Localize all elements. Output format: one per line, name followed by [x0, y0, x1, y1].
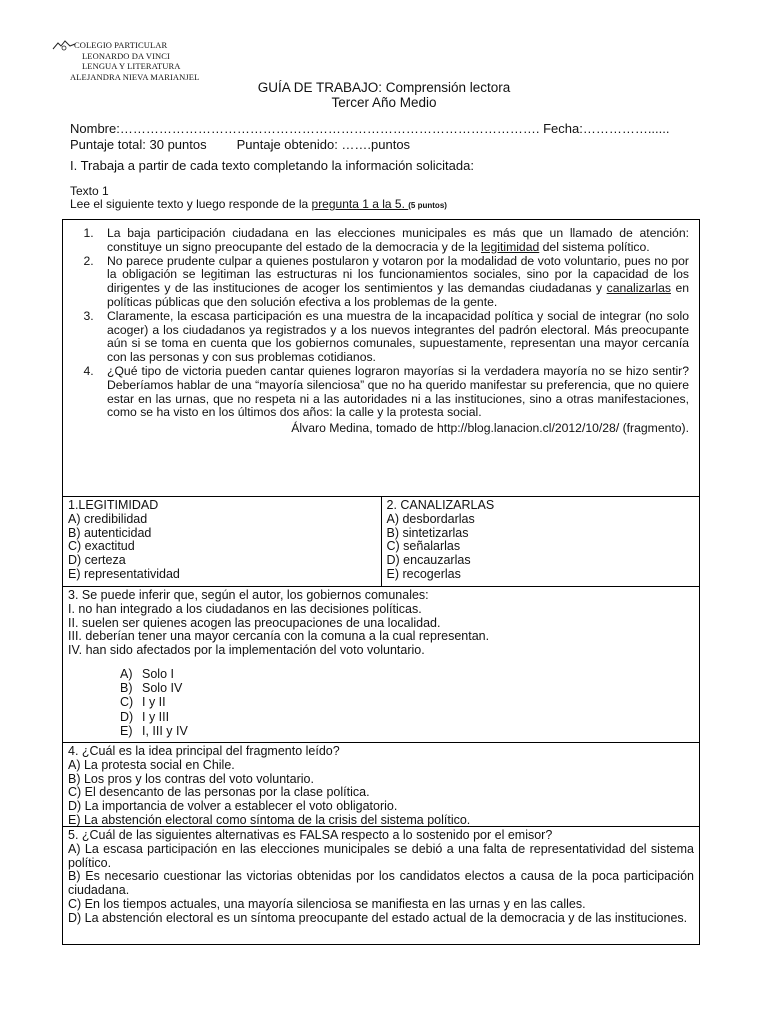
- q3-option-d[interactable]: D) I y III: [120, 709, 170, 724]
- keyword-legitimidad: legitimidad: [481, 239, 540, 254]
- question-2: [381, 497, 700, 586]
- points-label: (5 puntos): [408, 201, 447, 210]
- q5-option-b[interactable]: B) Es necesario cuestionar las victorias obtenidas por los candidatos electos a causa de la poca participación ciudadana.: [68, 869, 694, 898]
- q3-statement-3: III. deberían tener una mayor cercanía con la comuna a la cual representan.: [68, 629, 490, 644]
- q4-option-c[interactable]: C) El desencanto de las personas por la clase política.: [68, 785, 370, 800]
- q4-option-e[interactable]: E) La abstención electoral como síntoma de la crisis del sistema político.: [68, 812, 471, 827]
- q1-option-d[interactable]: D) certeza: [68, 553, 126, 568]
- q5-option-d[interactable]: D) La abstención electoral es un síntoma preocupante del estado actual de la democracia y de las instituciones.: [68, 910, 688, 925]
- paragraph-1: 1. La baja participación ciudadana en las elecciones municipales es más que un llamado de atención: constituye un signo preocupante del estado de la democracia y de la legitimidad del sistema político.: [97, 227, 689, 255]
- text-source: Álvaro Medina, tomado de http://blog.lanacion.cl/2012/10/28/ (fragmento).: [291, 421, 689, 436]
- question-3: [62, 586, 700, 743]
- q2-option-b[interactable]: B) sintetizarlas: [386, 525, 469, 540]
- q1-option-a[interactable]: A) credibilidad: [68, 511, 148, 526]
- question-range: pregunta 1 a la 5.: [311, 197, 409, 211]
- q3-option-e[interactable]: E) I, III y IV: [120, 723, 188, 738]
- paragraph-4: 4. ¿Qué tipo de victoria pueden cantar quienes lograron mayorías si la verdadera mayoría no se hizo sentir? Deberíamos hablar de una “mayoría silenciosa” que no ha querido manifestar su preferencia, que no quiere estar en las urnas, que no respeta ni a las autoridades ni a las instituciones, sino a otras manifestaciones, como se ha visto en los últimos dos años: la calle y la protesta social.: [97, 365, 689, 420]
- q4-option-b[interactable]: B) Los pros y los contras del voto voluntario.: [68, 771, 314, 786]
- question-4-stem: 4. ¿Cuál es la idea principal del fragmento leído?: [68, 744, 340, 758]
- q4-option-d[interactable]: D) La importancia de volver a establecer el voto obligatorio.: [68, 799, 398, 814]
- reading-text-box: [62, 219, 700, 497]
- question-4: [62, 742, 700, 827]
- q1-option-b[interactable]: B) autenticidad: [68, 525, 152, 540]
- q3-statement-4: IV. han sido afectados por la implementación del voto voluntario.: [68, 643, 425, 658]
- subject-name: LENGUA Y LITERATURA: [82, 61, 181, 71]
- worksheet-title: GUÍA DE TRABAJO: Comprensión lectora: [257, 80, 511, 95]
- q2-option-d[interactable]: D) encauzarlas: [386, 553, 471, 568]
- total-score: Puntaje total: 30 puntos: [70, 137, 207, 152]
- reading-instruction: Lee el siguiente texto y luego responde de la pregunta 1 a la 5. (5 puntos): [70, 197, 447, 211]
- q5-option-c[interactable]: C) En los tiempos actuales, una mayoría silenciosa se manifiesta en las urnas y en las calles.: [68, 896, 586, 911]
- q3-option-a[interactable]: A) Solo I: [120, 666, 174, 681]
- q3-statement-1: I. no han integrado a los ciudadanos en las decisiones políticas.: [68, 601, 422, 616]
- q3-option-c[interactable]: C) I y II: [120, 695, 166, 710]
- question-2-title: 2. CANALIZARLAS: [386, 498, 495, 512]
- name-date-field[interactable]: Nombre:……………………………………………………………………………………. Fecha:……………......: [70, 121, 670, 136]
- question-1: [63, 497, 381, 586]
- question-3-stem: 3. Se puede inferir que, según el autor, los gobiernos comunales:: [68, 588, 429, 602]
- q1-option-e[interactable]: E) representatividad: [68, 566, 180, 581]
- q3-options: [120, 667, 694, 738]
- question-5-stem: 5. ¿Cuál de las siguientes alternativas es FALSA respecto a lo sostenido por el emisor?: [68, 828, 553, 842]
- teacher-name: ALEJANDRA NIEVA MARIANJEL: [70, 71, 200, 82]
- score-line: [70, 137, 410, 152]
- q4-option-a[interactable]: A) La protesta social en Chile.: [68, 757, 235, 772]
- q2-option-e[interactable]: E) recogerlas: [386, 566, 461, 581]
- keyword-canalizarlas: canalizarlas: [606, 281, 671, 296]
- question-5: [62, 826, 700, 945]
- paragraph-3: 3. Claramente, la escasa participación es una muestra de la incapacidad política y social de integrar (no solo acoger) a los ciudadanos ya registrados y a los nuevos integrantes del padrón electoral. Más preocupante aún si se toma en cuenta que los gobiernos comunales, supuestamente, representan una mayor cercanía con las personas y con sus problemas cotidianos.: [97, 310, 689, 365]
- vocabulary-questions: [62, 496, 700, 587]
- q3-statement-2: II. suelen ser quienes acogen las preocupaciones de una localidad.: [68, 615, 441, 630]
- q1-option-c[interactable]: C) exactitud: [68, 539, 135, 554]
- school-name: COLEGIO PARTICULAR: [74, 40, 168, 50]
- school-header: [52, 40, 199, 82]
- school-subname: LEONARDO DA VINCI: [82, 50, 170, 61]
- instruction: I. Trabaja a partir de cada texto completando la información solicitada:: [70, 158, 474, 173]
- obtained-score-field[interactable]: Puntaje obtenido: …….puntos: [236, 137, 411, 152]
- question-1-title: 1.LEGITIMIDAD: [68, 498, 159, 512]
- text-label: Texto 1: [70, 184, 109, 198]
- q2-option-c[interactable]: C) señalarlas: [386, 539, 461, 554]
- worksheet-grade: Tercer Año Medio: [331, 95, 437, 110]
- paragraph-2: 2. No parece prudente culpar a quienes postularon y votaron por la modalidad de voto voluntario, pues no por la obligación se legitiman las estructuras ni los funcionamientos sociales, sino por la capacidad de los dirigentes y de las instituciones de acoger los sentimientos y las demandas ciudadanas y canalizarlas en políticas públicas que den solución efectiva a los problemas de la gente.: [97, 255, 689, 310]
- school-logo-icon: [52, 40, 76, 52]
- q2-option-a[interactable]: A) desbordarlas: [386, 511, 475, 526]
- q5-option-a[interactable]: A) La escasa participación en las elecciones municipales se debió a una falta de representatividad del sistema político.: [68, 841, 694, 870]
- q3-option-b[interactable]: B) Solo IV: [120, 681, 183, 696]
